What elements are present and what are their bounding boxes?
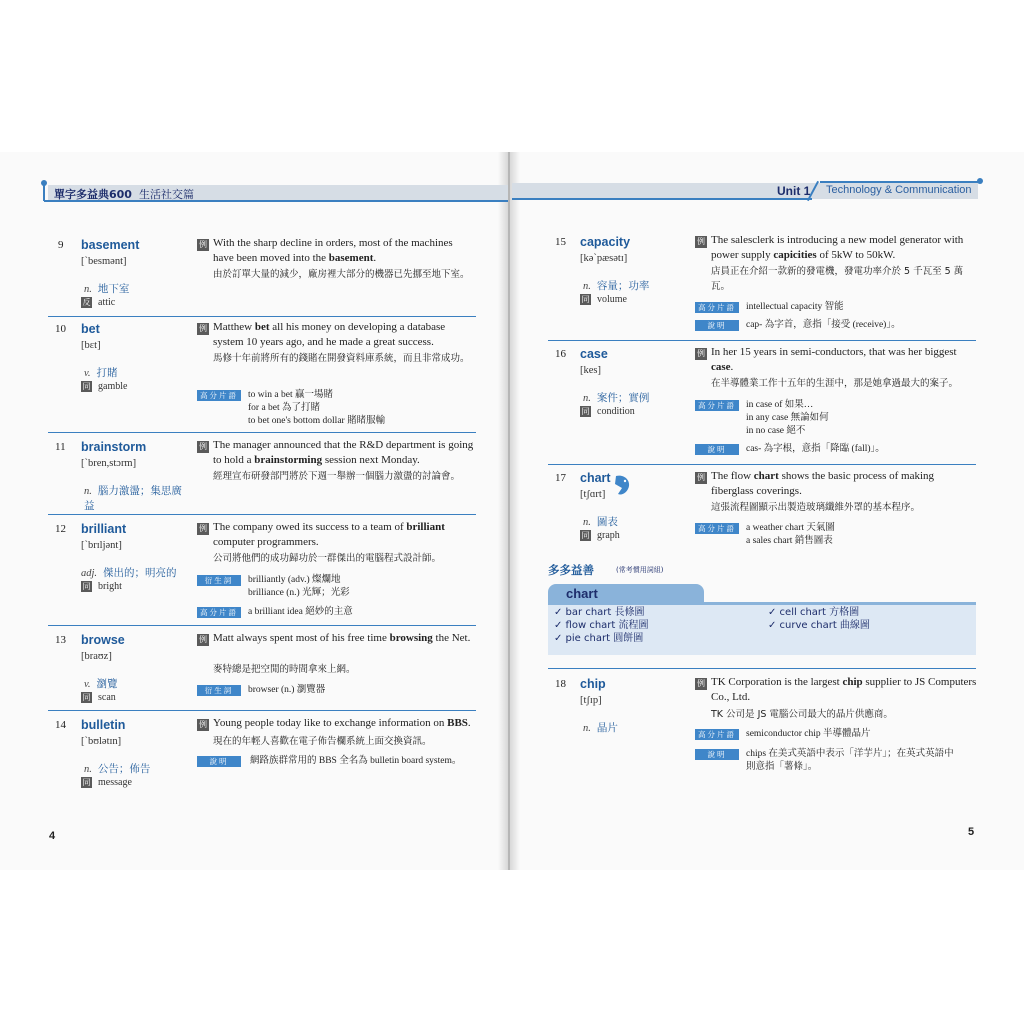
- entry-divider: [48, 432, 476, 433]
- phonetic: [ˋbren,stɔrm]: [81, 458, 137, 469]
- translation: 馬修十年前將所有的錢賭在開發資料庫系統，而且非常成功。: [213, 353, 470, 364]
- example-icon: 例: [697, 237, 705, 246]
- part-of-speech: n. 地下室: [84, 284, 130, 295]
- entry-number: 11: [55, 441, 66, 453]
- phrase-list: a brilliant idea 絕妙的主意: [248, 607, 353, 617]
- derivative-list: brilliantly (adv.) 燦爛地 brilliance (n.) 光輝；光彩: [248, 575, 350, 598]
- example-sentence: Young people today like to exchange information on BBS.: [213, 717, 471, 729]
- entry-number: 12: [55, 523, 66, 535]
- related-word: 同 bright: [82, 581, 122, 592]
- example-sentence: TK Corporation is the largest chip supplier to JS Computers Co., Ltd.: [711, 676, 977, 703]
- headword: basement: [81, 238, 140, 252]
- part-of-speech: adj. 傑出的；明亮的: [81, 568, 177, 579]
- page-number-right: 5: [968, 826, 975, 838]
- note-text: cap- 為字首，意指「接受 (receive)」。: [746, 320, 901, 330]
- example-sentence: The company owed its success to a team of brilliant computer programmers.: [213, 521, 445, 548]
- note-tag: 說明: [197, 756, 241, 767]
- example-icon: 例: [199, 324, 207, 333]
- entry-number: 15: [555, 236, 566, 248]
- headword: bet: [81, 322, 100, 336]
- entry-divider: [548, 464, 976, 465]
- more-box-list-right: [768, 606, 870, 632]
- headword: chip: [580, 677, 606, 691]
- phrase-list: semiconductor chip 半導體晶片: [746, 729, 871, 739]
- part-of-speech: n. 案件；實例: [583, 393, 650, 404]
- more-box-title: 多多益善: [548, 563, 594, 577]
- fish-icon: [612, 472, 634, 498]
- example-icon: 例: [697, 679, 705, 688]
- left-header-vrule: [43, 183, 45, 201]
- phrase-tag: 高分片語: [695, 729, 739, 740]
- unit-label: Unit 1: [777, 184, 811, 198]
- related-word: 同 message: [82, 777, 132, 788]
- phrase-list: a weather chart 天氣圖 a sales chart 銷售圖表: [746, 523, 835, 546]
- entry-number: 17: [555, 472, 566, 484]
- translation: 現在的年輕人喜歡在電子佈告欄系統上面交換資訊。: [213, 736, 432, 747]
- headword: chart: [580, 471, 611, 485]
- phrase-tag: 高分片語: [197, 607, 241, 618]
- related-word: 同 scan: [82, 692, 116, 703]
- example-icon: 例: [697, 349, 705, 358]
- right-header-rule-top: [820, 181, 980, 183]
- list-item: ✓ pie chart 圓餅圖: [554, 633, 644, 644]
- headword: browse: [81, 633, 125, 647]
- translation: 這張流程圖顯示出製造玻璃纖維外罩的基本程序。: [711, 502, 921, 513]
- headword: case: [580, 347, 608, 361]
- translation: 經理宣布研發部門將於下週一舉辦一個腦力激盪的討論會。: [213, 471, 461, 482]
- phrase-list: to win a bet 贏一場賭 for a bet 為了打賭 to bet one's bottom dollar 賭睹服輸: [248, 390, 386, 426]
- example-sentence: With the sharp decline in orders, most of the machines have been moved into the basement.: [213, 237, 453, 264]
- example-icon: 例: [199, 524, 207, 533]
- entry-divider: [48, 514, 476, 515]
- entry-number: 13: [55, 634, 66, 646]
- right-header-dot: [977, 178, 983, 184]
- example-sentence: The flow chart shows the basic process of making fiberglass coverings.: [711, 470, 935, 497]
- entry-number: 14: [55, 719, 66, 731]
- phrase-list: intellectual capacity 智能: [746, 302, 844, 312]
- section-title: 生活社交篇: [138, 188, 194, 201]
- example-sentence: The salesclerk is introducing a new model generator with power supply capicities of 5kW to 50kW.: [711, 234, 964, 261]
- part-of-speech: n. 腦力激盪；集思廣益: [84, 486, 182, 512]
- derivative-tag: 衍生詞: [197, 575, 241, 586]
- part-of-speech: n. 晶片: [583, 723, 618, 734]
- entry-divider: [48, 625, 476, 626]
- note-tag: 說明: [695, 320, 739, 331]
- entry-divider: [48, 710, 476, 711]
- phonetic: [braʊz]: [81, 651, 112, 662]
- headword: bulletin: [81, 718, 126, 732]
- note-tag: 說明: [695, 749, 739, 760]
- phonetic: [kes]: [580, 365, 601, 376]
- list-item: ✓ flow chart 流程圖: [554, 620, 649, 631]
- entry-number: 18: [555, 678, 566, 690]
- part-of-speech: n. 圖表: [583, 517, 618, 528]
- part-of-speech: n. 容量；功率: [583, 281, 650, 292]
- translation: 在半導體業工作十五年的生涯中，那是她拿過最大的案子。: [711, 378, 959, 389]
- more-box-list-left: [554, 606, 649, 645]
- translation: TK 公司是 JS 電腦公司最大的晶片供應商。: [711, 709, 893, 720]
- derivative-tag: 衍生詞: [197, 685, 241, 696]
- example-icon: 例: [199, 635, 207, 644]
- phonetic: [tʃɑrt]: [580, 489, 606, 500]
- part-of-speech: v. 打賭: [84, 368, 118, 379]
- example-sentence: The manager announced that the R&D department is going to hold a brainstorming session next Monday.: [213, 439, 474, 466]
- entry-number: 9: [58, 239, 64, 251]
- entry-divider: [548, 668, 976, 669]
- example-icon: 例: [697, 473, 705, 482]
- unit-title: Technology & Communication: [826, 184, 972, 196]
- part-of-speech: v. 瀏覽: [84, 679, 118, 690]
- note-tag: 說明: [695, 444, 739, 455]
- example-icon: 例: [199, 240, 207, 249]
- phrase-tag: 高分片語: [695, 523, 739, 534]
- more-box-tab-label: chart: [566, 586, 598, 601]
- headword: capacity: [580, 235, 631, 249]
- phrase-tag: 高分片語: [695, 400, 739, 411]
- phonetic: [tʃɪp]: [580, 695, 602, 706]
- headword: brilliant: [81, 522, 127, 536]
- left-header-title: [54, 186, 194, 202]
- phonetic: [ˋbesmənt]: [81, 256, 127, 267]
- phonetic: [kəˋpæsətɪ]: [580, 253, 628, 264]
- note-text: cas- 為字根，意指「降臨 (fall)」。: [746, 444, 885, 454]
- derivative-list: browser (n.) 瀏覽器: [248, 685, 326, 695]
- phrase-list: in case of 如果… in any case 無論如何 in no case 絕不: [746, 400, 829, 436]
- phrase-tag: 高分片語: [197, 390, 241, 401]
- related-word: 同 graph: [581, 530, 620, 541]
- note-text: 網路族群常用的 BBS 全名為 bulletin board system。: [250, 756, 462, 766]
- book-gutter: [498, 152, 520, 870]
- translation: 由於訂單大量的減少，廠房裡大部分的機器已先挪至地下室。: [213, 269, 470, 280]
- related-word: 反 attic: [82, 297, 116, 308]
- page-number-left: 4: [49, 830, 56, 842]
- example-sentence: Matthew bet all his money on developing a database system 10 years ago, and he made a great success.: [213, 321, 446, 348]
- example-icon: 例: [199, 442, 207, 451]
- entry-divider: [48, 316, 476, 317]
- related-word: 同 volume: [581, 294, 627, 305]
- phonetic: [bɛt]: [81, 340, 101, 351]
- example-icon: 例: [199, 720, 207, 729]
- entry-number: 10: [55, 323, 66, 335]
- entry-number: 16: [555, 348, 566, 360]
- example-sentence: In her 15 years in semi-conductors, that was her biggest case.: [711, 346, 957, 373]
- headword: brainstorm: [81, 440, 147, 454]
- list-item: ✓ cell chart 方格圖: [768, 607, 860, 618]
- related-word: 同 condition: [581, 406, 635, 417]
- phonetic: [ˋbrɪljənt]: [81, 540, 122, 551]
- related-word: 同 gamble: [82, 381, 128, 392]
- part-of-speech: n. 公告；佈告: [84, 764, 151, 775]
- phonetic: [ˋbʊlətɪn]: [81, 736, 122, 747]
- more-box-subtitle: (常考慣用詞組): [616, 566, 664, 574]
- list-item: ✓ curve chart 曲線圖: [768, 620, 870, 631]
- translation: 麥特總是把空閒的時間拿來上網。: [213, 664, 356, 675]
- example-sentence: Matt always spent most of his free time browsing the Net.: [213, 632, 471, 644]
- book-title: 單字多益典600: [54, 188, 132, 201]
- translation: 店員正在介紹一款新的發電機，發電功率介於 5 千瓦至 5 萬瓦。: [711, 266, 964, 292]
- right-header-rule: [512, 198, 812, 200]
- note-text: chips 在美式英語中表示「洋芋片」；在英式英語中 則意指「薯條」。: [746, 749, 954, 772]
- translation: 公司將他們的成功歸功於一群傑出的電腦程式設計師。: [213, 553, 442, 564]
- phrase-tag: 高分片語: [695, 302, 739, 313]
- list-item: ✓ bar chart 長條圖: [554, 607, 645, 618]
- entry-divider: [548, 340, 976, 341]
